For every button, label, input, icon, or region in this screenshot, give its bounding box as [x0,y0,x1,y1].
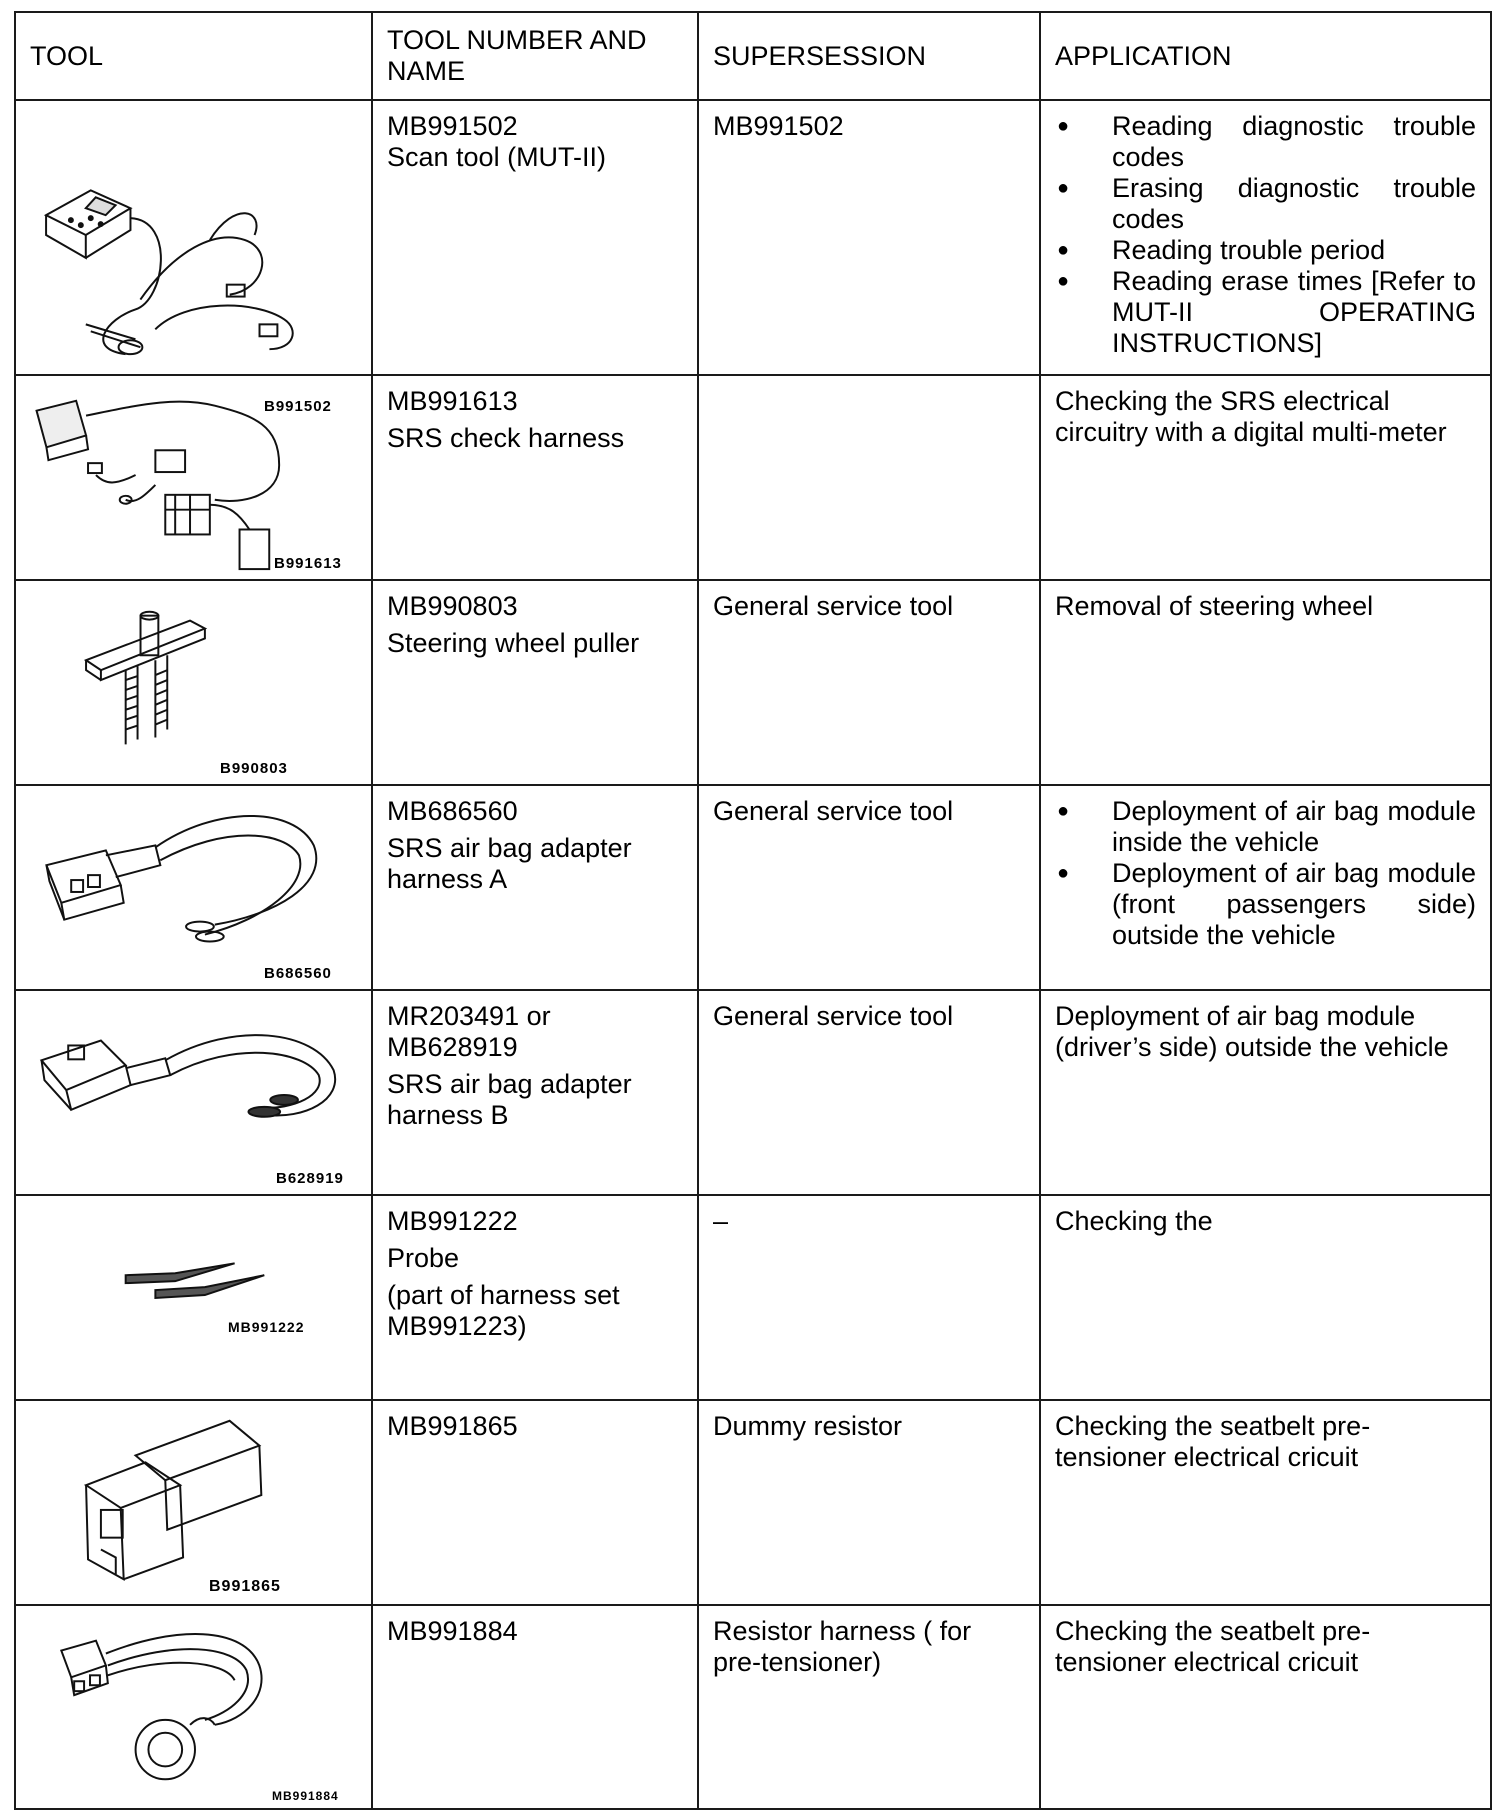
tool-number-name-cell [372,785,698,990]
supersession-cell: – [698,1195,1040,1400]
header-supersession: SUPERSESSION [698,12,1040,100]
tool-figure-cell [15,1195,372,1400]
tool-number-name-cell [372,100,698,375]
header-application: APPLICATION [1040,12,1491,100]
tool-figure-cell [15,100,372,415]
header-tool: TOOL [15,12,372,100]
application-item: ● Reading trouble period [1055,235,1476,266]
tool-number-name-cell [372,1605,698,1809]
table-row [15,1605,1491,1809]
table-row [15,990,1491,1195]
table-row [15,375,1491,580]
application-item: ● Reading erase times [Refer to MUT-II OPERATING INSTRUCTIONS] [1055,266,1476,359]
tool-name: Steering wheel puller [387,628,640,658]
tool-number-name-cell [372,1195,698,1400]
tool-number-name-cell [372,990,698,1195]
supersession-cell: Resistor harness ( for pre-tensioner) [698,1605,1040,1809]
supersession-cell: General service tool [698,785,1040,990]
application-text: Checking the seatbelt pre-tensioner electrical cricuit [1055,1411,1371,1472]
application-cell [1040,1400,1491,1605]
figure-label: MB991222 [228,1319,305,1335]
steering-wheel-puller-illustration [16,581,371,784]
table-row [15,1195,1491,1400]
supersession-cell: Dummy resistor [698,1400,1040,1605]
figure-label: B990803 [220,760,288,777]
table-row [15,1400,1491,1605]
tool-number: MR203491 or MB628919 [387,1001,551,1062]
figure-label: B686560 [264,965,332,982]
probe-illustration [16,1196,371,1399]
tool-name: SRS air bag adapter harness A [387,833,632,894]
scan-tool-illustration [16,101,371,374]
resistor-harness-illustration [16,1606,371,1808]
figure-label: B991613 [274,555,342,572]
application-cell [1040,1605,1491,1809]
application-cell: Deployment of air bag module (driver’s side) outside the vehicle [1040,990,1491,1195]
header-tool-number-and-name: TOOL NUMBER AND NAME [372,12,698,100]
tool-figure-cell [15,785,372,990]
tool-name: SRS air bag adapter harness B [387,1069,632,1130]
tool-figure-cell [15,990,372,1195]
figure-label: B991865 [209,1578,281,1595]
application-item: ● Reading diagnostic trouble codes [1055,111,1476,173]
application-cell: Checking the SRS electrical circuitry with a digital multi-meter [1040,375,1491,580]
tool-number: MB990803 [387,591,518,621]
table-row [15,100,1491,375]
dummy-resistor-illustration [16,1401,371,1604]
tool-number: MB991222 [387,1206,518,1236]
application-cell [1040,100,1491,375]
application-cell: Checking the [1040,1195,1491,1400]
tool-name: Scan tool (MUT-II) [387,142,607,172]
supersession-cell: MB991502 [698,100,1040,375]
tool-number: MB991613 [387,386,518,416]
application-item: ● Deployment of air bag module inside the vehicle [1055,796,1476,858]
tool-figure-cell [15,1605,372,1809]
supersession-cell [698,375,1040,580]
tool-name-extra: (part of harness set MB991223) [387,1280,620,1341]
figure-label: MB991884 [272,1789,339,1803]
application-list [1055,796,1476,951]
supersession-cell: General service tool [698,990,1040,1195]
tool-figure-cell [15,375,372,580]
figure-label: B628919 [276,1170,344,1187]
tool-figure-cell [15,1400,372,1605]
tool-number-name-cell [372,375,698,580]
tool-name: Probe [387,1243,460,1273]
supersession-cell: General service tool [698,580,1040,785]
application-cell [1040,785,1491,990]
application-cell: Removal of steering wheel [1040,580,1491,785]
table-row [15,580,1491,785]
application-item: ● Deployment of air bag module (front passengers side) outside the vehicle [1055,858,1476,951]
application-list [1055,111,1476,359]
tool-figure-cell [15,580,372,785]
application-text: Checking the seatbelt pre-tensioner electrical cricuit [1055,1616,1371,1677]
tool-number: MB991884 [387,1616,518,1646]
special-tools-table [14,11,1492,1810]
tool-number: MB991502 [387,111,518,141]
tool-number-name-cell [372,1400,698,1605]
tool-number-name-cell [372,580,698,785]
table-header-row [15,12,1491,100]
tool-number: MB991865 [387,1411,518,1441]
tool-name: SRS check harness [387,423,625,453]
figure-label: B991502 [264,398,332,415]
tool-number: MB686560 [387,796,518,826]
table-row [15,785,1491,990]
application-item: ● Erasing diagnostic trouble codes [1055,173,1476,235]
